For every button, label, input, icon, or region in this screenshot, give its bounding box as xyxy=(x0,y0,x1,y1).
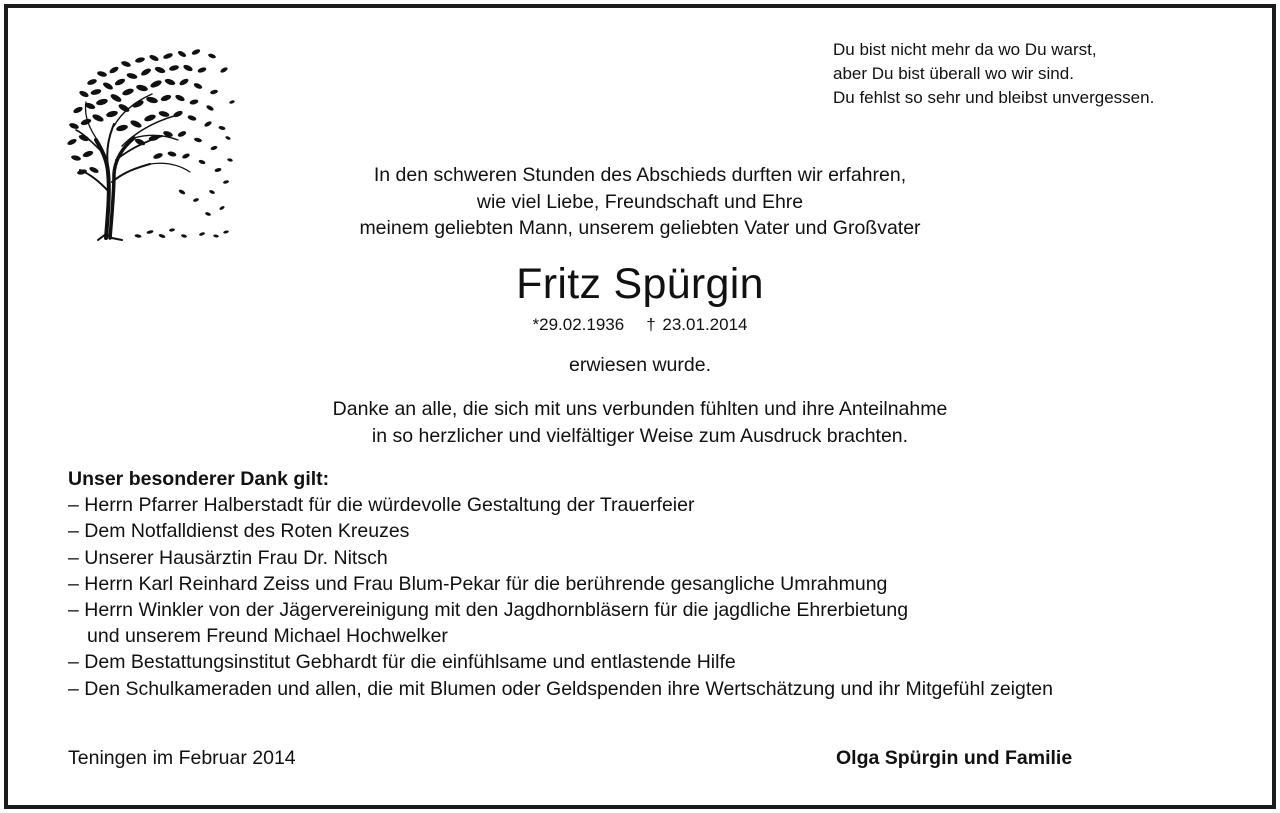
intro-line: wie viel Liebe, Freundschaft und Ehre xyxy=(476,190,804,213)
closing-phrase: erwiesen wurde. xyxy=(569,354,711,376)
life-dates xyxy=(0,313,1280,337)
memorial-verse xyxy=(833,38,1154,110)
gratitude-line: Danke an alle, die sich mit uns verbunden fühlten und ihre Anteilnahme xyxy=(332,398,948,420)
death-date: † 23.01.2014 xyxy=(646,315,748,334)
thanks-item-continuation: und unserem Freund Michael Hochwelker xyxy=(87,625,448,648)
thanks-item: – Dem Notfalldienst des Roten Kreuzes xyxy=(68,520,410,543)
intro-line: In den schweren Stunden des Abschieds durften wir erfahren, xyxy=(373,164,907,186)
family-signature: Olga Spürgin und Familie xyxy=(836,747,1073,769)
gratitude-text xyxy=(0,396,1280,450)
intro-line: meinem geliebten Mann, unserem geliebten Vater und Großvater xyxy=(359,217,921,239)
deceased-name: Fritz Spürgin xyxy=(516,260,764,308)
birth-date: *29.02.1936 xyxy=(532,315,625,334)
thanks-item: – Dem Bestattungsinstitut Gebhardt für die einfühlsame und entlastende Hilfe xyxy=(68,651,736,674)
thanks-item: – Herrn Winkler von der Jägervereinigung mit den Jagdhornbläsern für die jagdliche Ehrerbietung xyxy=(68,599,909,622)
verse-line: Du bist nicht mehr da wo Du warst, xyxy=(833,40,1097,59)
intro-text xyxy=(0,162,1280,242)
thanks-item: – Den Schulkameraden und allen, die mit Blumen oder Geldspenden ihre Wertschätzung und ihr Mitgefühl zeigten xyxy=(68,677,1053,700)
verse-line: aber Du bist überall wo wir sind. xyxy=(833,64,1074,83)
gratitude-line: in so herzlicher und vielfältiger Weise zum Ausdruck brachten. xyxy=(371,425,909,447)
thanks-item: – Unserer Hausärztin Frau Dr. Nitsch xyxy=(68,546,388,569)
special-thanks xyxy=(68,466,1053,702)
special-thanks-heading: Unser besonderer Dank gilt: xyxy=(68,468,330,490)
thanks-item: – Herrn Karl Reinhard Zeiss und Frau Blum-Pekar für die berührende gesangliche Umrahmung xyxy=(68,572,888,595)
verse-line: Du fehlst so sehr und bleibst unvergessen. xyxy=(833,88,1155,107)
place-and-date: Teningen im Februar 2014 xyxy=(68,747,296,769)
thanks-item: – Herrn Pfarrer Halberstadt für die würdevolle Gestaltung der Trauerfeier xyxy=(68,494,695,517)
